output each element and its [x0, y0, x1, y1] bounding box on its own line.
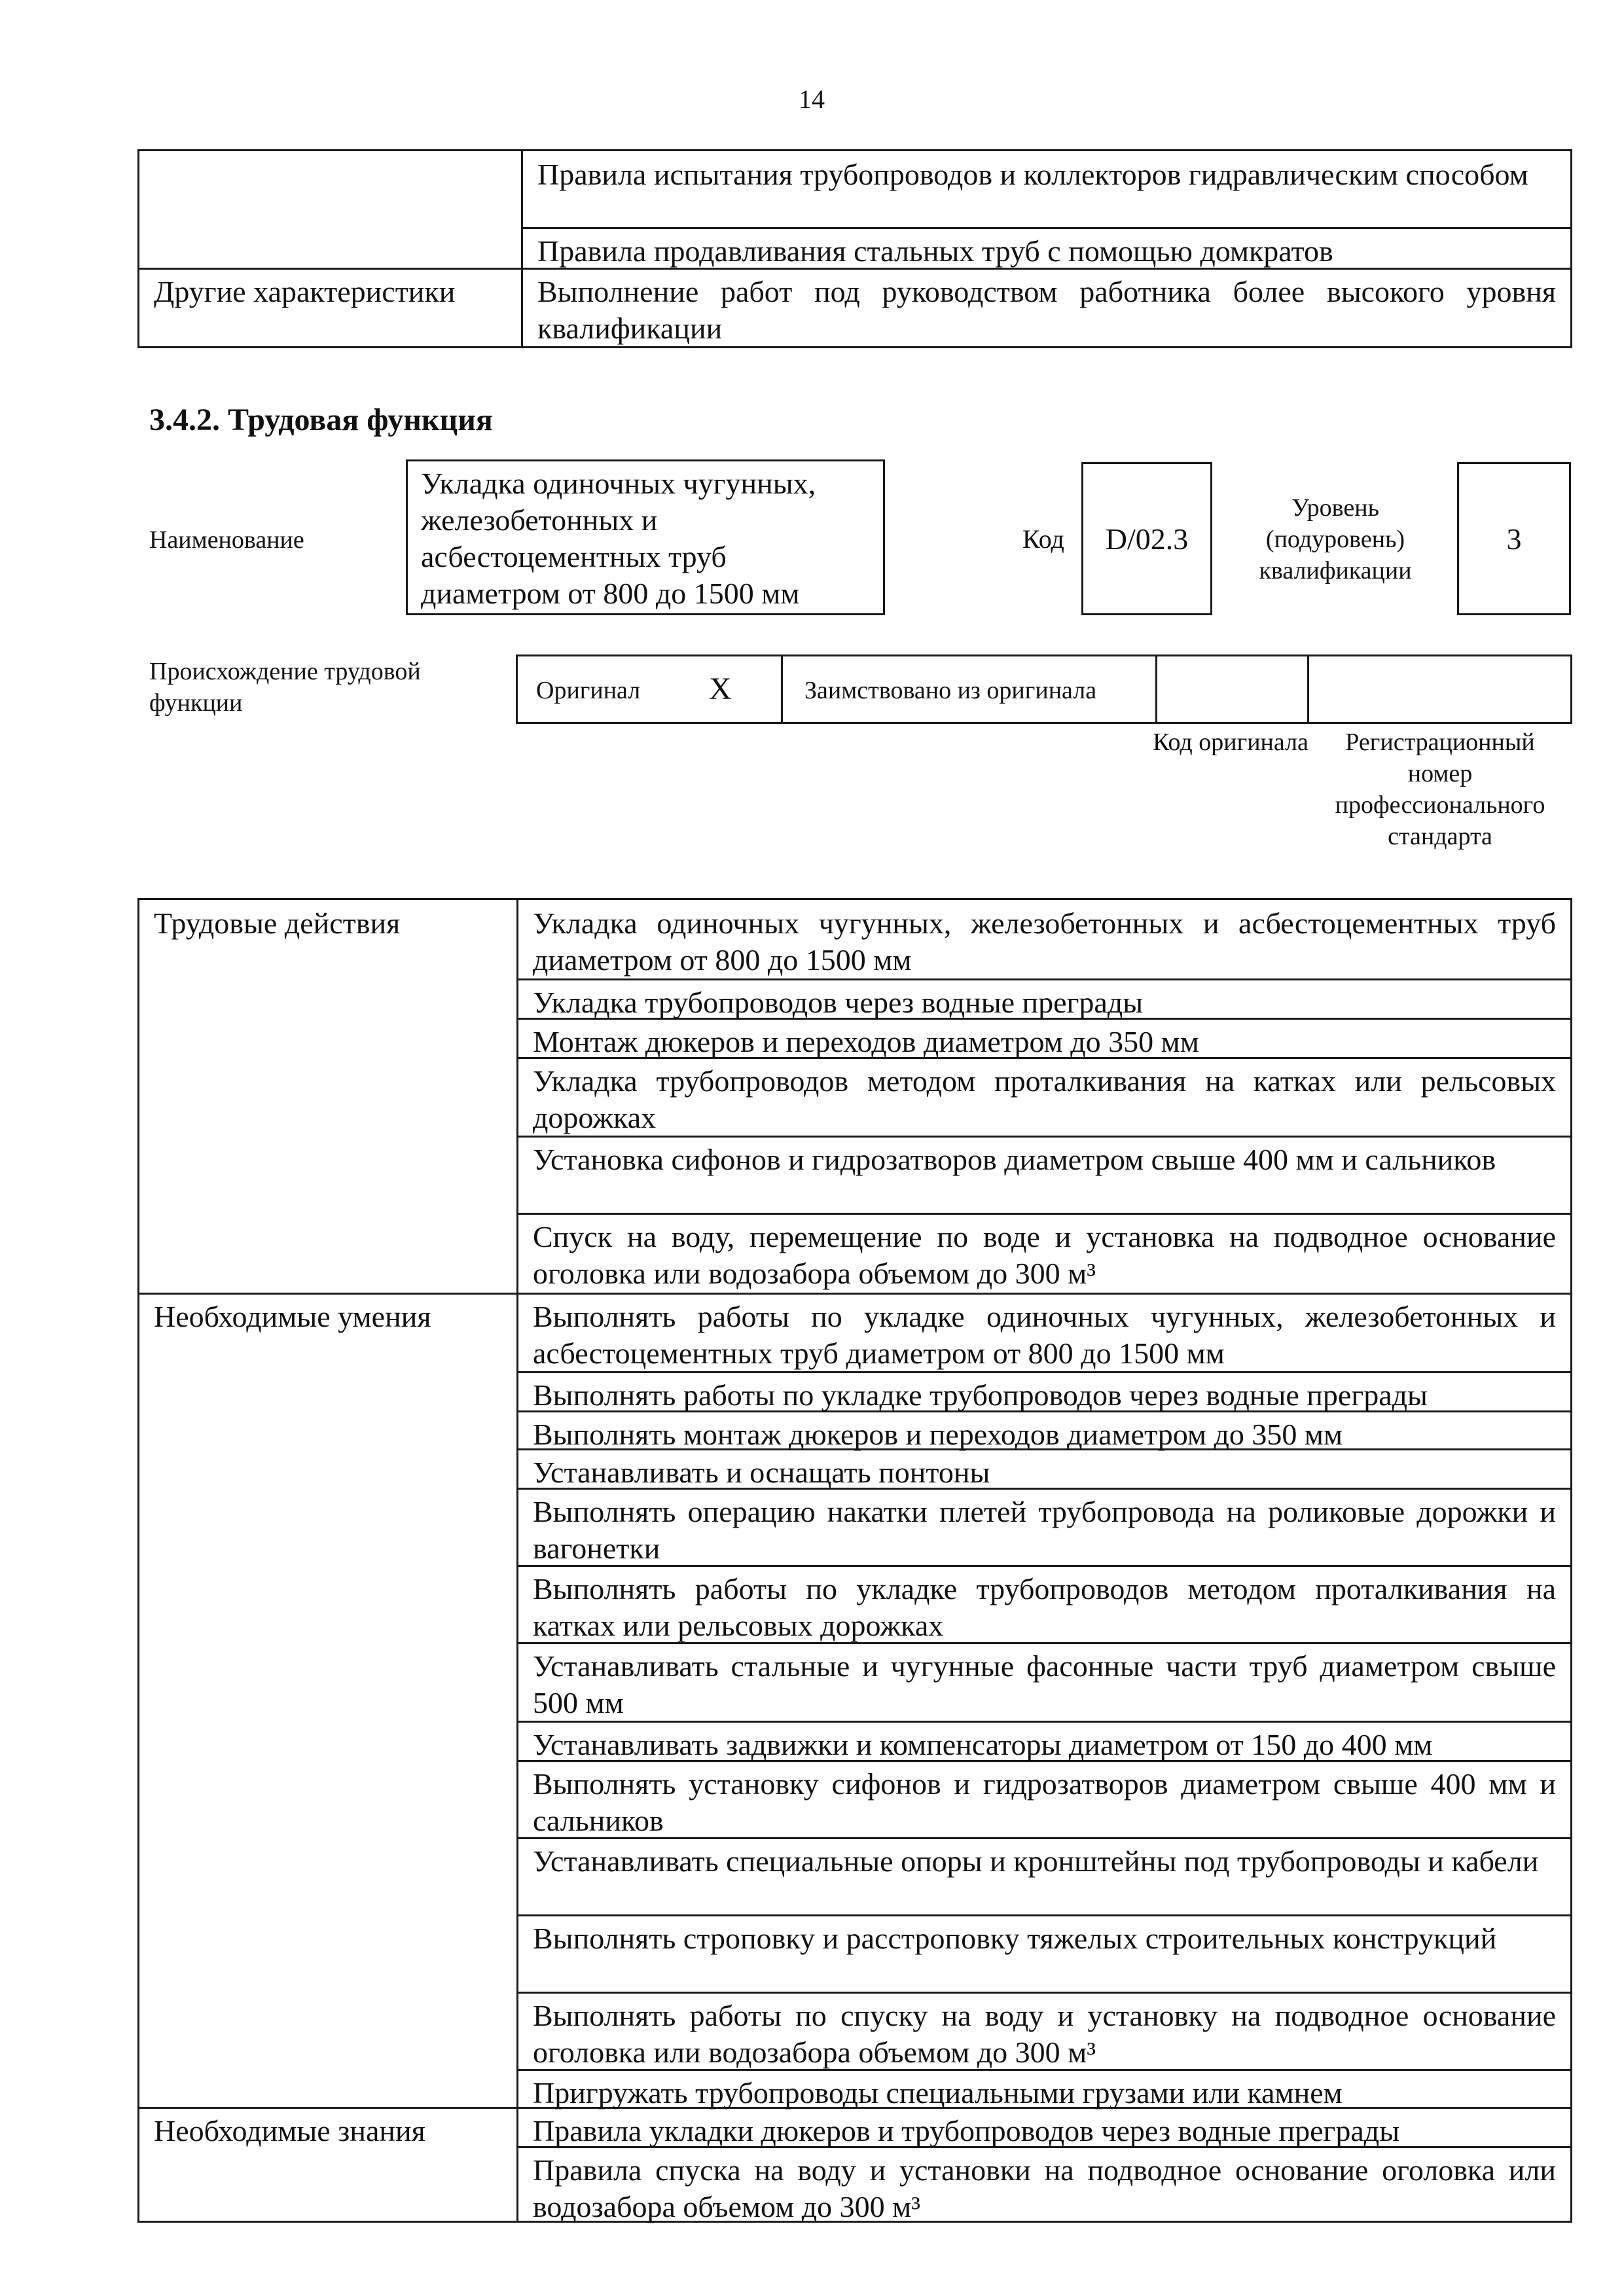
top-table-row: Правила продавливания стальных труб с помощью домкратов	[537, 234, 1333, 268]
top-table-row-label: Другие характеристики	[154, 275, 456, 308]
list-item: Выполнять строповку и расстроповку тяжелых строительных конструкций	[533, 1922, 1497, 1955]
code-label: Код	[1022, 524, 1064, 554]
original-label: Оригинал	[536, 677, 641, 704]
level-label: Уровень (подуровень) квалификации	[1259, 494, 1412, 584]
reg-caption: Регистрационный номер профессионального стандарта	[1335, 728, 1545, 850]
function-name-box: Укладка одиночных чугунных, железобетонных и асбестоцементных труб диаметром от 800 до 1500 мм	[406, 459, 885, 615]
list-item: Выполнять монтаж дюкеров и переходов диаметром до 350 мм	[533, 1418, 1343, 1451]
code-value-box: D/02.3	[1081, 462, 1212, 615]
list-item: Выполнять установку сифонов и гидрозатворов диаметром свыше 400 мм и сальников	[533, 1767, 1556, 1837]
section-label-knowledge: Необходимые знания	[154, 2114, 425, 2147]
code-caption: Код оригинала	[1153, 728, 1308, 756]
list-item: Пригружать трубопроводы специальными грузами или камнем	[533, 2076, 1343, 2109]
borrowed-label: Заимствовано из оригинала	[804, 677, 1097, 704]
section-title: 3.4.2. Трудовая функция	[149, 403, 493, 437]
origin-table	[516, 655, 1572, 724]
top-table	[137, 149, 1572, 348]
section-label-actions: Трудовые действия	[154, 906, 401, 940]
main-table	[137, 898, 1572, 2223]
list-item: Правила спуска на воду и установки на подводное основание оголовка или водозабора объемом до 300 м³	[533, 2153, 1556, 2223]
level-value-box: 3	[1457, 462, 1571, 615]
list-item: Спуск на воду, перемещение по воде и установка на подводное основание оголовка или водозабора объемом до 300 м³	[533, 1220, 1556, 1290]
list-item: Укладка трубопроводов методом проталкивания на катках или рельсовых дорожках	[533, 1064, 1556, 1134]
name-label: Наименование	[149, 526, 304, 554]
list-item: Установка сифонов и гидрозатворов диаметром свыше 400 мм и сальников	[533, 1143, 1496, 1176]
list-item: Устанавливать задвижки и компенсаторы диаметром от 150 до 400 мм	[533, 1728, 1433, 1761]
list-item: Укладка одиночных чугунных, железобетонных и асбестоцементных труб диаметром от 800 до 1500 мм	[533, 906, 1556, 977]
list-item: Выполнять работы по укладке трубопроводов через водные преграды	[533, 1378, 1428, 1412]
top-table-row: Выполнение работ под руководством работника более высокого уровня квалификации	[537, 275, 1556, 345]
list-item: Устанавливать и оснащать понтоны	[533, 1456, 990, 1489]
list-item: Монтаж дюкеров и переходов диаметром до 350 мм	[533, 1025, 1199, 1058]
top-table-row: Правила испытания трубопроводов и коллекторов гидравлическим способом	[537, 158, 1528, 191]
list-item: Устанавливать специальные опоры и кронштейны под трубопроводы и кабели	[533, 1844, 1539, 1878]
list-item: Выполнять работы по укладке трубопроводов методом проталкивания на катках или рельсовых дорожках	[533, 1572, 1556, 1642]
origin-label: Происхождение трудовой функции	[149, 658, 421, 717]
list-item: Выполнять операцию накатки плетей трубопровода на роликовые дорожки и вагонетки	[533, 1495, 1556, 1565]
section-label-skills: Необходимые умения	[154, 1300, 431, 1333]
list-item: Устанавливать стальные и чугунные фасонные части труб диаметром свыше 500 мм	[533, 1649, 1556, 1719]
list-item: Укладка трубопроводов через водные преграды	[533, 986, 1144, 1019]
page-number: 14	[799, 84, 825, 114]
original-mark: X	[709, 672, 732, 706]
list-item: Правила укладки дюкеров и трубопроводов через водные преграды	[533, 2114, 1400, 2147]
list-item: Выполнять работы по укладке одиночных чугунных, железобетонных и асбестоцементных труб диаметром от 800 до 1500 мм	[533, 1300, 1556, 1370]
list-item: Выполнять работы по спуску на воду и установку на подводное основание оголовка или водозабора объемом до 300 м³	[533, 1999, 1556, 2069]
